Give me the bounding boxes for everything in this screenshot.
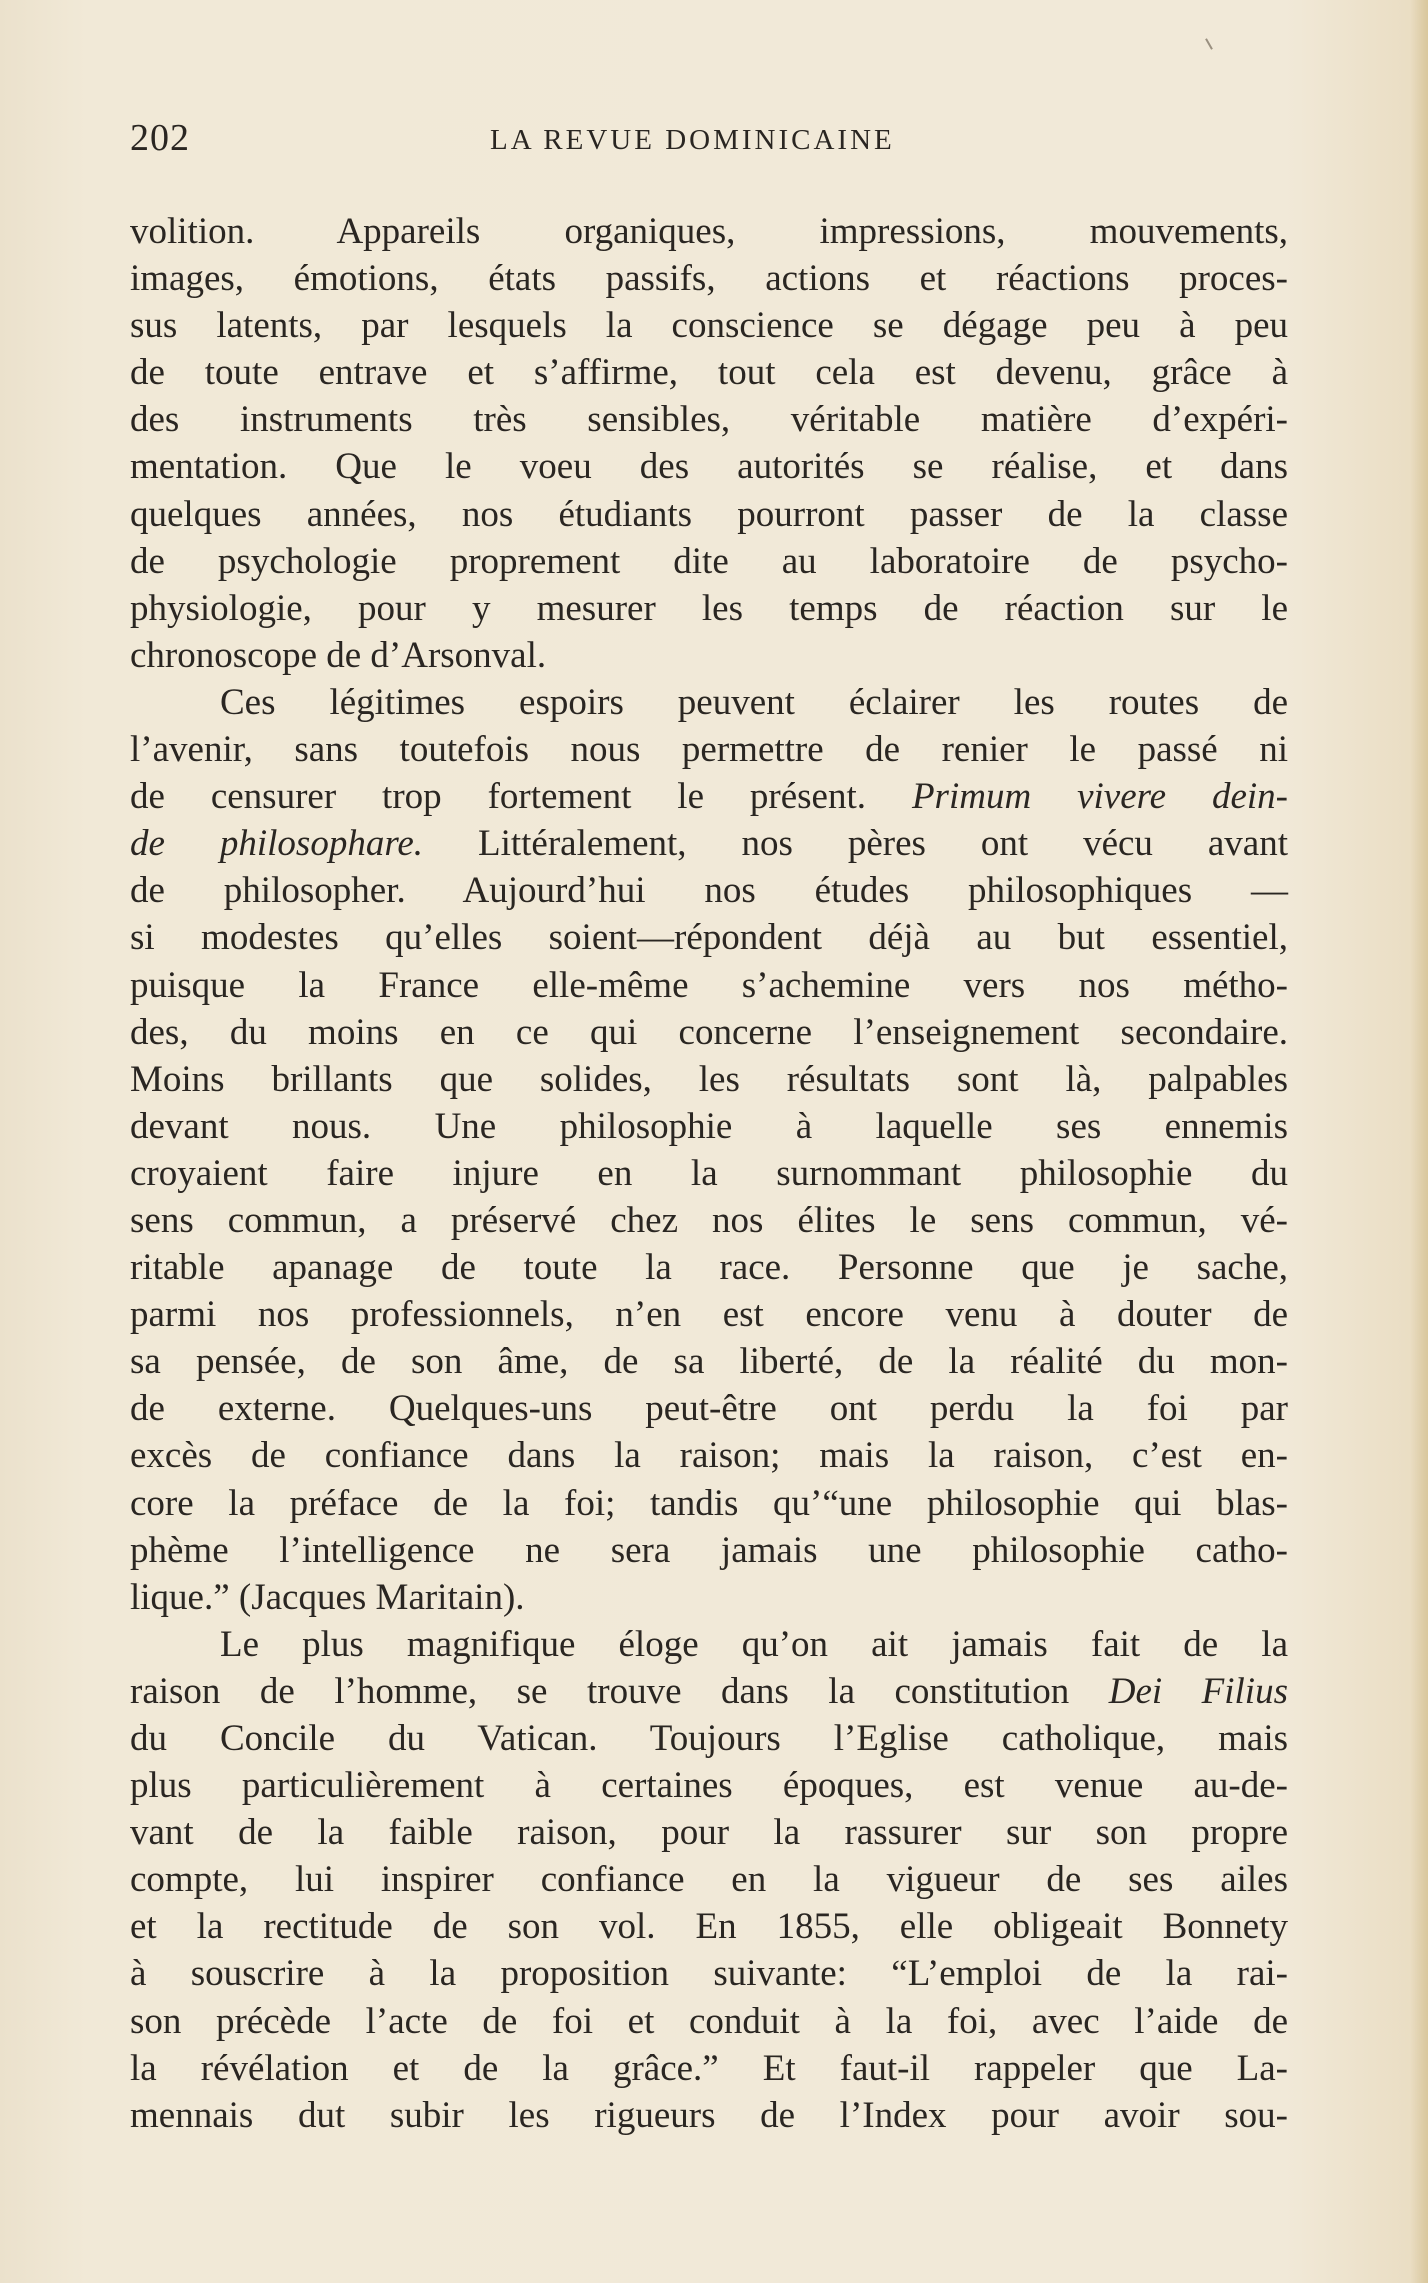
text-line: sus latents, par lesquels la conscience se dégage peu à peu — [130, 305, 1288, 347]
text-segment: raison de l’homme, se trouve dans la constitution — [130, 1670, 1070, 1712]
text-line: sens commun, a préservé chez nos élites le sens commun, vé- — [130, 1199, 1288, 1241]
text-line: quelques années, nos étudiants pourront passer de la classe — [130, 493, 1288, 535]
page-header — [130, 112, 1300, 168]
text-line: à souscrire à la proposition suivante: “L’emploi de la rai- — [130, 1953, 1288, 1995]
text-line: compte, lui inspirer confiance en la vigueur de ses ailes — [130, 1859, 1288, 1901]
text-line: croyaient faire injure en la surnommant philosophie du — [130, 1152, 1288, 1194]
latin-title: Dei Filius — [1108, 1670, 1288, 1712]
text-line: volition. Appareils organiques, impressions, mouvements, — [130, 211, 1288, 252]
text-line: son précède l’acte de foi et conduit à la foi, avec l’aide de — [130, 2000, 1288, 2042]
page-number: 202 — [130, 117, 190, 159]
text-line: la révélation et de la grâce.” Et faut-il rappeler que La- — [130, 2047, 1288, 2089]
text-line — [130, 773, 1288, 820]
text-line: Le plus magnifique éloge qu’on ait jamais fait de la — [220, 1623, 1288, 1665]
text-line: parmi nos professionnels, n’en est encore venu à douter de — [130, 1294, 1288, 1336]
text-line: vant de la faible raison, pour la rassurer sur son propre — [130, 1812, 1288, 1854]
text-line: ritable apanage de toute la race. Personne que je sache, — [130, 1247, 1288, 1289]
text-line: de psychologie proprement dite au laboratoire de psycho- — [130, 540, 1288, 582]
body-text — [130, 208, 1288, 2139]
text-line: puisque la France elle-même s’achemine vers nos métho- — [130, 964, 1288, 1006]
text-line: de externe. Quelques-uns peut-être ont perdu la foi par — [130, 1388, 1288, 1430]
running-title: LA REVUE DOMINICAINE — [490, 124, 895, 156]
text-segment: Littéralement, nos pères ont vécu avant — [477, 823, 1288, 865]
text-line: images, émotions, états passifs, actions et réactions proces- — [130, 258, 1288, 300]
text-line: phème l’intelligence ne sera jamais une philosophie catho- — [130, 1529, 1288, 1571]
text-line: des, du moins en ce qui concerne l’enseignement secondaire. — [130, 1011, 1288, 1053]
text-line: Moins brillants que solides, les résultats sont là, palpables — [130, 1058, 1288, 1100]
text-line: sa pensée, de son âme, de sa liberté, de la réalité du mon- — [130, 1341, 1288, 1383]
text-segment: de censurer trop fortement le présent. — [130, 776, 867, 818]
text-line: chronoscope de d’Arsonval. — [130, 634, 547, 676]
text-line: lique.” (Jacques Maritain). — [130, 1576, 525, 1618]
text-line: du Concile du Vatican. Toujours l’Eglise catholique, mais — [130, 1718, 1288, 1759]
text-line: plus particulièrement à certaines époques, est venue au-de- — [130, 1765, 1288, 1807]
text-line: mentation. Que le voeu des autorités se réalise, et dans — [130, 446, 1288, 488]
text-line: core la préface de la foi; tandis qu’“une philosophie qui blas- — [130, 1482, 1288, 1524]
text-line: l’avenir, sans toutefois nous permettre de renier le passé ni — [130, 729, 1288, 771]
text-line: physiologie, pour y mesurer les temps de réaction sur le — [130, 587, 1288, 629]
text-line: mennais dut subir les rigueurs de l’Index pour avoir sou- — [130, 2094, 1288, 2136]
stray-mark — [1205, 38, 1213, 49]
latin-quote: de philosophare. — [130, 823, 424, 865]
text-line: et la rectitude de son vol. En 1855, elle obligeait Bonnety — [130, 1906, 1288, 1948]
text-line: de philosopher. Aujourd’hui nos études philosophiques — — [130, 870, 1288, 912]
latin-quote: Primum vivere dein- — [911, 776, 1288, 818]
text-line — [130, 820, 1288, 867]
text-line: devant nous. Une philosophie à laquelle ses ennemis — [130, 1105, 1288, 1147]
page-edge — [1410, 0, 1428, 2283]
text-line: Ces légitimes espoirs peuvent éclairer les routes de — [220, 681, 1288, 723]
text-line — [130, 1668, 1288, 1715]
text-line: si modestes qu’elles soient—répondent déjà au but essentiel, — [130, 917, 1288, 959]
text-line: excès de confiance dans la raison; mais la raison, c’est en- — [130, 1435, 1288, 1477]
text-line: des instruments très sensibles, véritable matière d’expéri- — [130, 399, 1288, 441]
text-line: de toute entrave et s’affirme, tout cela est devenu, grâce à — [130, 352, 1288, 394]
